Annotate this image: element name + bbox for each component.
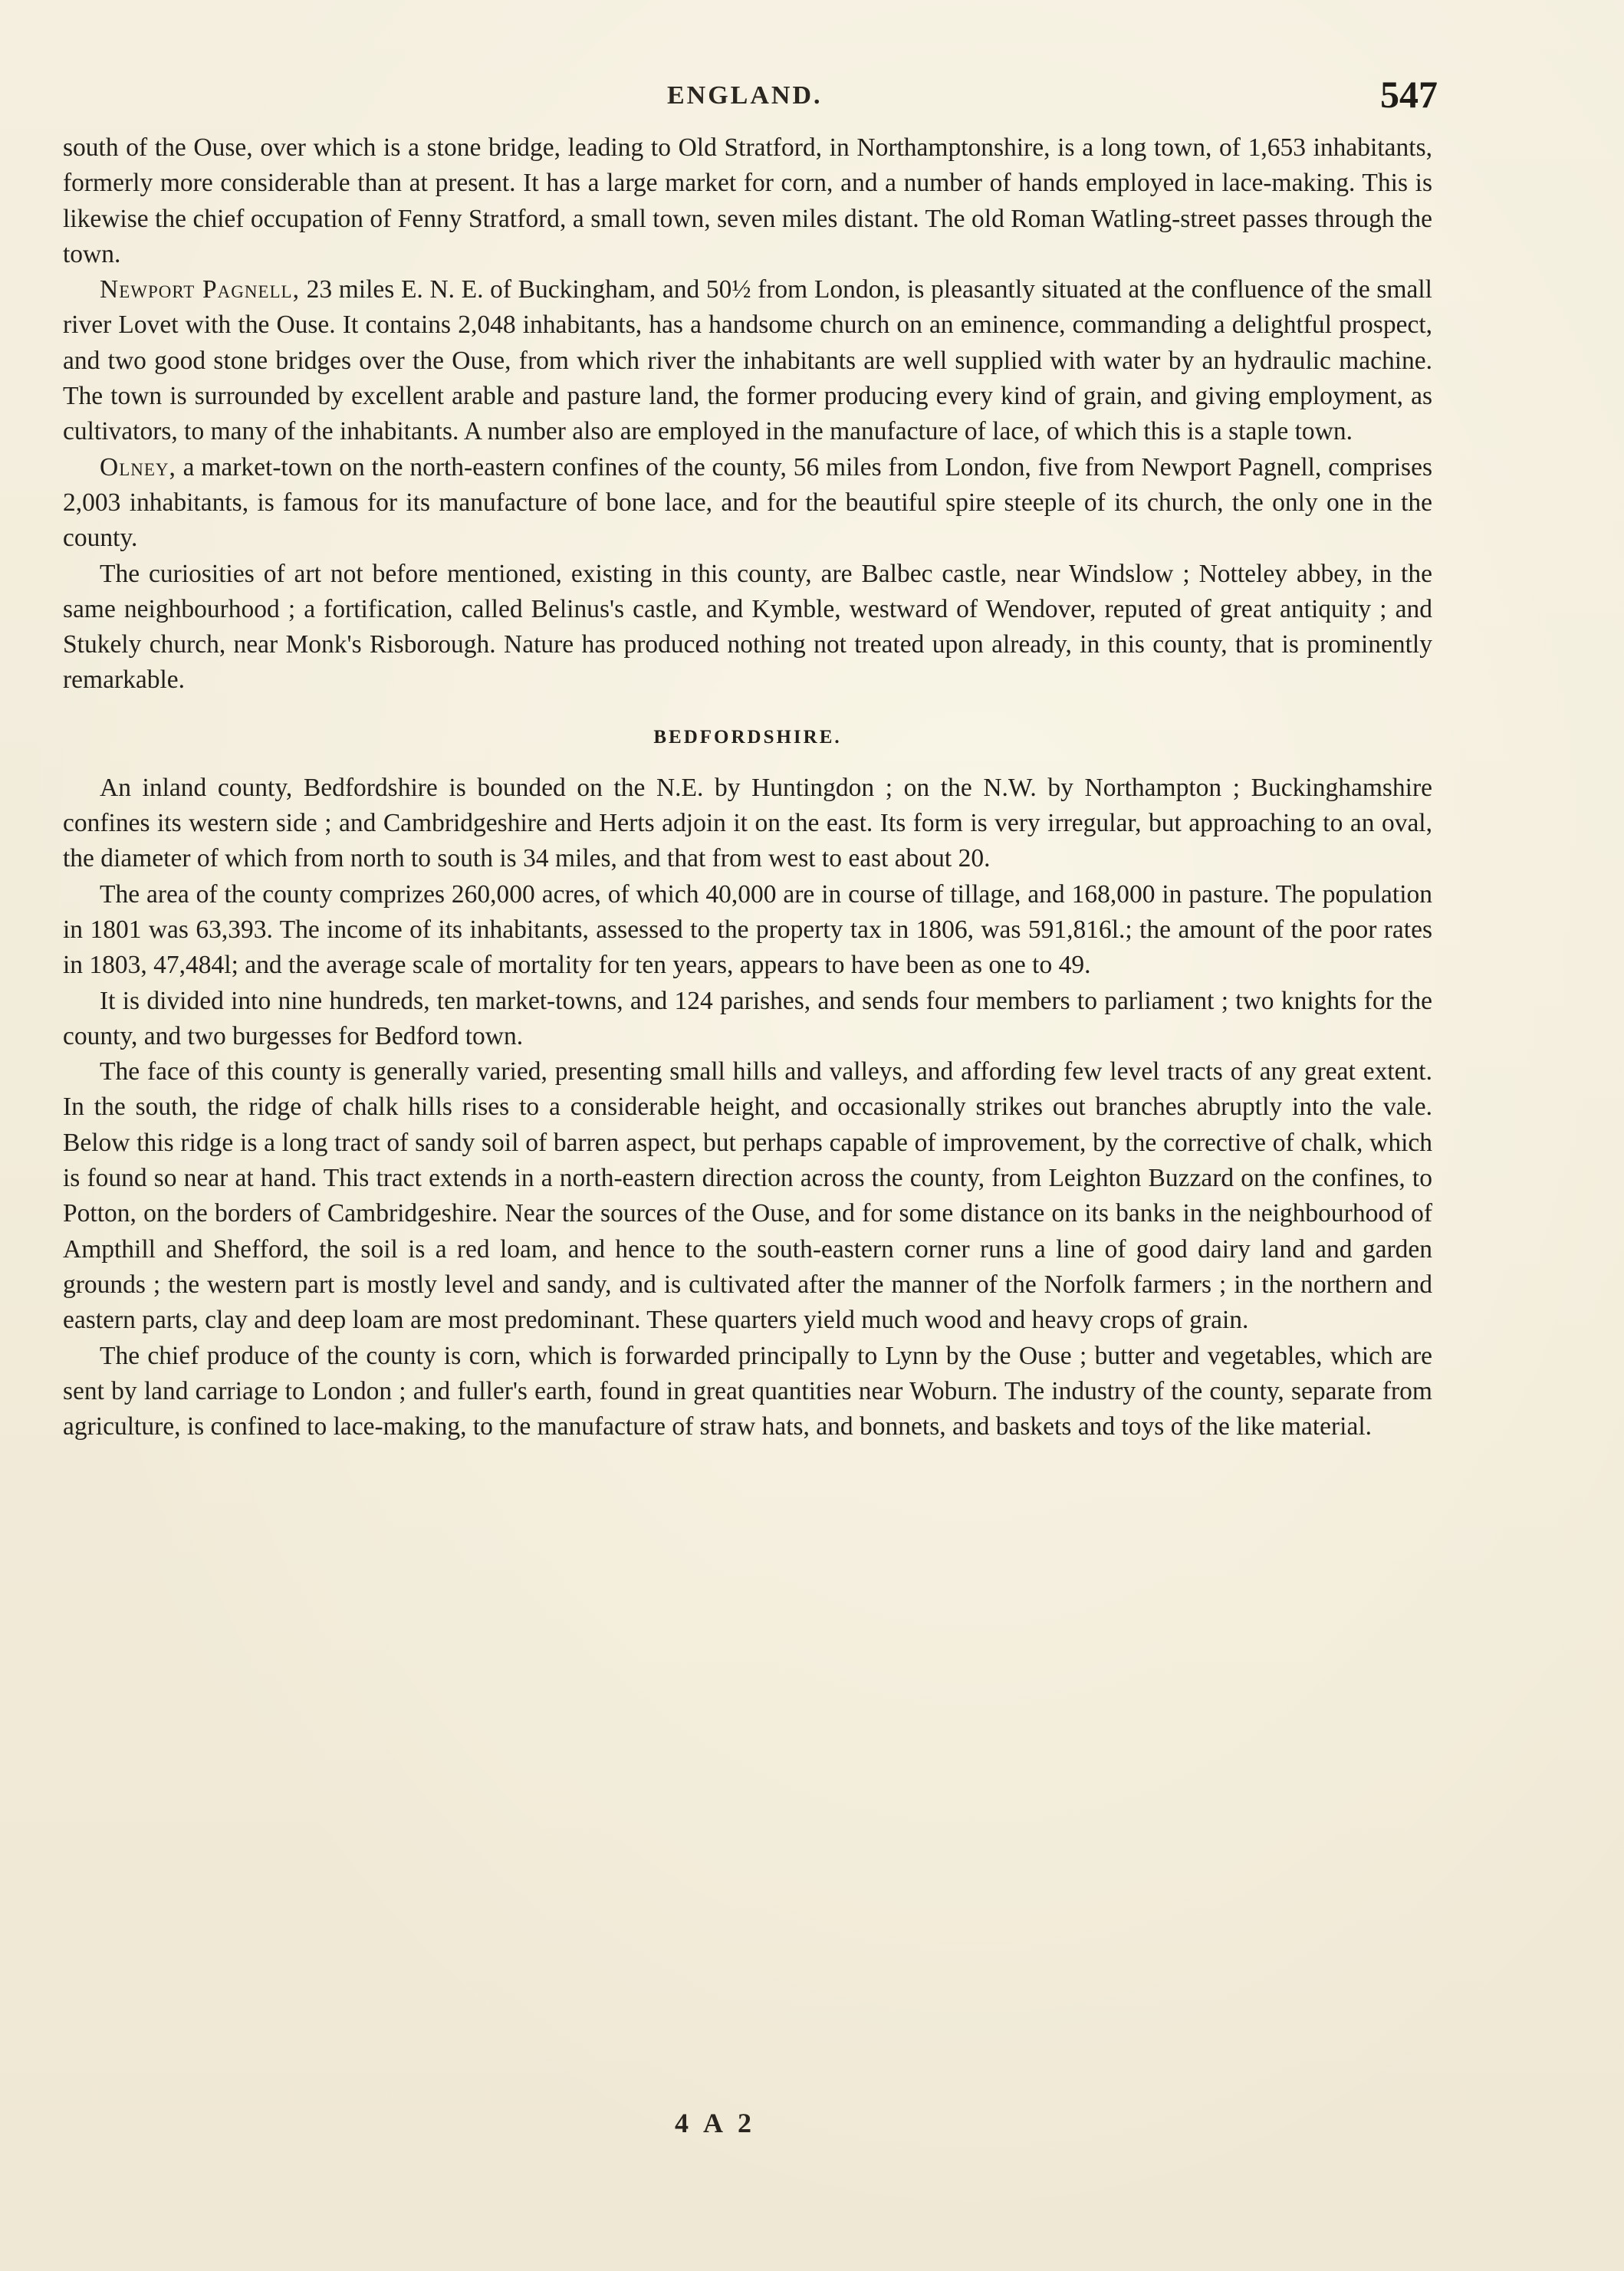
continuation-paragraph: south of the Ouse, over which is a stone bridge, leading to Old Stratford, in Northamptonshire, is a long town, of 1,653 inhabitants, formerly more considerable than at present. It has a large market for corn, and a number of hands employed in lace-making. This is likewise the chief occupation of Fenny Stratford, a small town, seven miles distant. The old Roman Watling-street passes through the town. <box>63 133 1432 268</box>
signature-mark: 4 A 2 <box>675 2108 757 2138</box>
body-text <box>63 130 1432 1444</box>
newport-pagnell-paragraph <box>63 272 1432 449</box>
curiosities-paragraph: The curiosities of art not before mentioned, existing in this county, are Balbec castle, near Windslow ; Notteley abbey, in the same neighbourhood ; a fortification, called Belinus's castle, and Kymble, westward of Wendover, reputed of great antiquity ; and Stukely church, near Monk's Risborough. Nature has produced nothing not treated upon already, in this county, that is prominently remarkable. <box>63 559 1432 695</box>
newport-pagnell-text: 23 miles E. N. E. of Buckingham, and 50½ from London, is pleasantly situated at the confluence of the small river Lovet with the Ouse. It contains 2,048 inhabitants, has a handsome church on an eminence, commanding a delightful prospect, and two good stone bridges over the Ouse, from which river the inhabitants are well supplied with water by an hydraulic machine. The town is surrounded by excellent arable and pasture land, the former producing every kind of grain, and giving employment, as cultivators, to many of the inhabitants. A number also are employed in the manufacture of lace, of which this is a staple town. <box>63 275 1432 446</box>
bedfordshire-paragraph: It is divided into nine hundreds, ten market-towns, and 124 parishes, and sends four members to parliament ; two knights for the county, and two burgesses for Bedford town. <box>63 986 1432 1050</box>
running-head-title: ENGLAND. <box>667 81 823 110</box>
place-name-newport-pagnell: Newport Pagnell, <box>100 275 300 304</box>
bedfordshire-paragraph: The area of the county comprizes 260,000 acres, of which 40,000 are in course of tillage, and 168,000 in pasture. The population in 1801 was 63,393. The income of its inhabitants, assessed to the property tax in 1806, was 591,816l.; the amount of the poor rates in 1803, 47,484l; and the average scale of mortality for ten years, appears to have been as one to 49. <box>63 879 1432 980</box>
bedfordshire-paragraph: The chief produce of the county is corn, which is forwarded principally to Lynn by the Ouse ; butter and vegetables, which are sent by land carriage to London ; and fuller's earth, found in great quantities near Woburn. The industry of the county, separate from agriculture, is confined to lace-making, to the manufacture of straw hats, and bonnets, and baskets and toys of the like material. <box>63 1341 1432 1441</box>
running-head <box>0 73 1624 123</box>
place-name-olney: Olney, <box>100 452 176 481</box>
bedfordshire-paragraph: The face of this county is generally varied, presenting small hills and valleys, and affording few level tracts of any great extent. In the south, the ridge of chalk hills rises to a considerable height, and occasionally strikes out branches abruptly into the vale. Below this ridge is a long tract of sandy soil of barren aspect, but perhaps capable of improvement, by the corrective of chalk, which is found so near at hand. This tract extends in a north-eastern direction across the county, from Leighton Buzzard on the confines, to Potton, on the borders of Cambridgeshire. Near the sources of the Ouse, and for some distance on its banks in the neighbourhood of Ampthill and Shefford, the soil is a red loam, and hence to the south-eastern corner runs a line of good dairy land and garden grounds ; the western part is mostly level and sandy, and is cultivated after the manner of the Norfolk farmers ; in the northern and eastern parts, clay and deep loam are most predominant. These quarters yield much wood and heavy crops of grain. <box>63 1057 1432 1335</box>
olney-paragraph <box>63 450 1432 557</box>
page-number: 547 <box>1380 73 1438 116</box>
section-heading-bedfordshire: BEDFORDSHIRE. <box>653 726 842 748</box>
bedfordshire-paragraph: An inland county, Bedfordshire is bounded on the N.E. by Huntingdon ; on the N.W. by Northampton ; Buckinghamshire confines its western side ; and Cambridgeshire and Herts adjoin it on the east. Its form is very irregular, but approaching to an oval, the diameter of which from north to south is 34 miles, and that from west to east about 20. <box>63 773 1432 873</box>
olney-text: a market-town on the north-eastern confines of the county, 56 miles from London, five from Newport Pagnell, comprises 2,003 inhabitants, is famous for its manufacture of bone lace, and for the beautiful spire steeple of its church, the only one in the county. <box>63 452 1432 553</box>
